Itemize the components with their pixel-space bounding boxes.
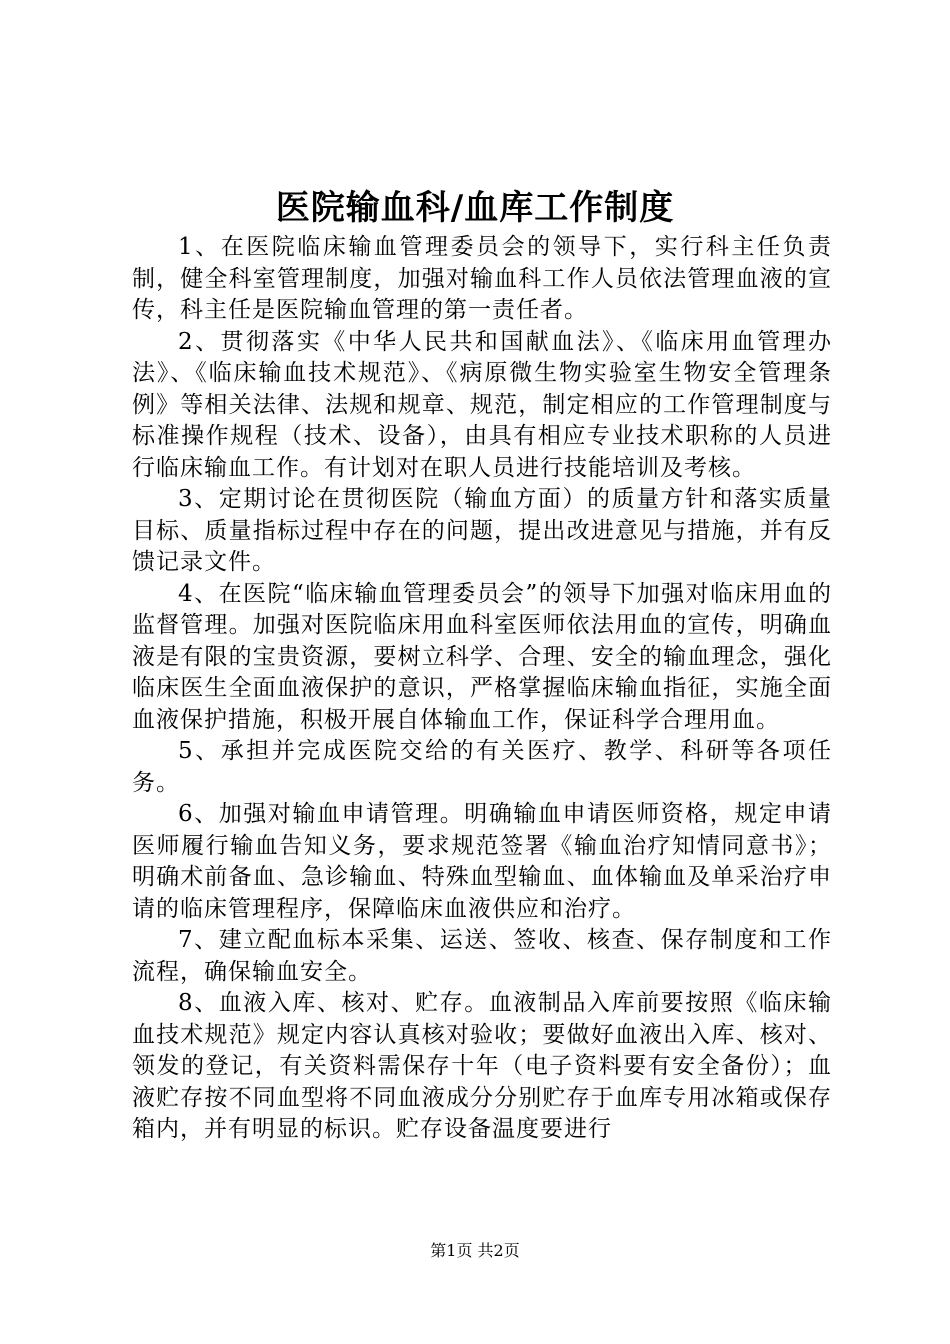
paragraph-4: 4、在医院“临床输血管理委员会”的领导下加强对临床用血的监督管理。加强对医院临床用血科室医师依法用血的宣传，明确血液是有限的宝贵资源，要树立科学、合理、安全的输血理念，强化临床医生全面血液保护的意识，严格掌握临床输血指征，实施全面血液保护措施，积极开展自体输血工作，保证科学合理用血。 bbox=[132, 580, 832, 733]
paragraph-5: 5、承担并完成医院交给的有关医疗、教学、科研等各项任务。 bbox=[132, 738, 832, 796]
document-title: 医院输血科/血库工作制度 bbox=[275, 188, 675, 228]
document-body bbox=[132, 232, 832, 1146]
paragraph-1: 1、在医院临床输血管理委员会的领导下，实行科主任负责制，健全科室管理制度，加强对输血科工作人员依法管理血液的宣传，科主任是医院输血管理的第一责任者。 bbox=[132, 234, 832, 323]
paragraph-2: 2、贯彻落实《中华人民共和国献血法》、《临床用血管理办法》、《临床输血技术规范》、《病原微生物实验室生物安全管理条例》等相关法律、法规和规章、规范，制定相应的工作管理制度与标准操作规程（技术、设备），由具有相应专业技术职称的人员进行临床输血工作。有计划对在职人员进行技能培训及考核。 bbox=[132, 328, 832, 481]
paragraph-8: 8、血液入库、核对、贮存。血液制品入库前要按照《临床输血技术规范》规定内容认真核对验收；要做好血液出入库、核对、领发的登记，有关资料需保存十年（电子资料要有安全备份）；血液贮存按不同血型将不同血液成分分别贮存于血库专用冰箱或保存箱内，并有明显的标识。贮存设备温度要进行 bbox=[132, 990, 832, 1142]
paragraph-6: 6、加强对输血申请管理。明确输血申请医师资格，规定申请医师履行输血告知义务，要求规范签署《输血治疗知情同意书》；明确术前备血、急诊输血、特殊血型输血、血体输血及单采治疗申请的临床管理程序，保障临床血液供应和治疗。 bbox=[132, 801, 832, 922]
paragraph-3: 3、定期讨论在贯彻医院（输血方面）的质量方针和落实质量目标、质量指标过程中存在的问题，提出改进意见与措施，并有反馈记录文件。 bbox=[132, 486, 832, 575]
page-footer: 第1页 共2页 bbox=[430, 1241, 520, 1260]
paragraph-7: 7、建立配血标本采集、运送、签收、核查、保存制度和工作流程，确保输血安全。 bbox=[132, 927, 832, 985]
